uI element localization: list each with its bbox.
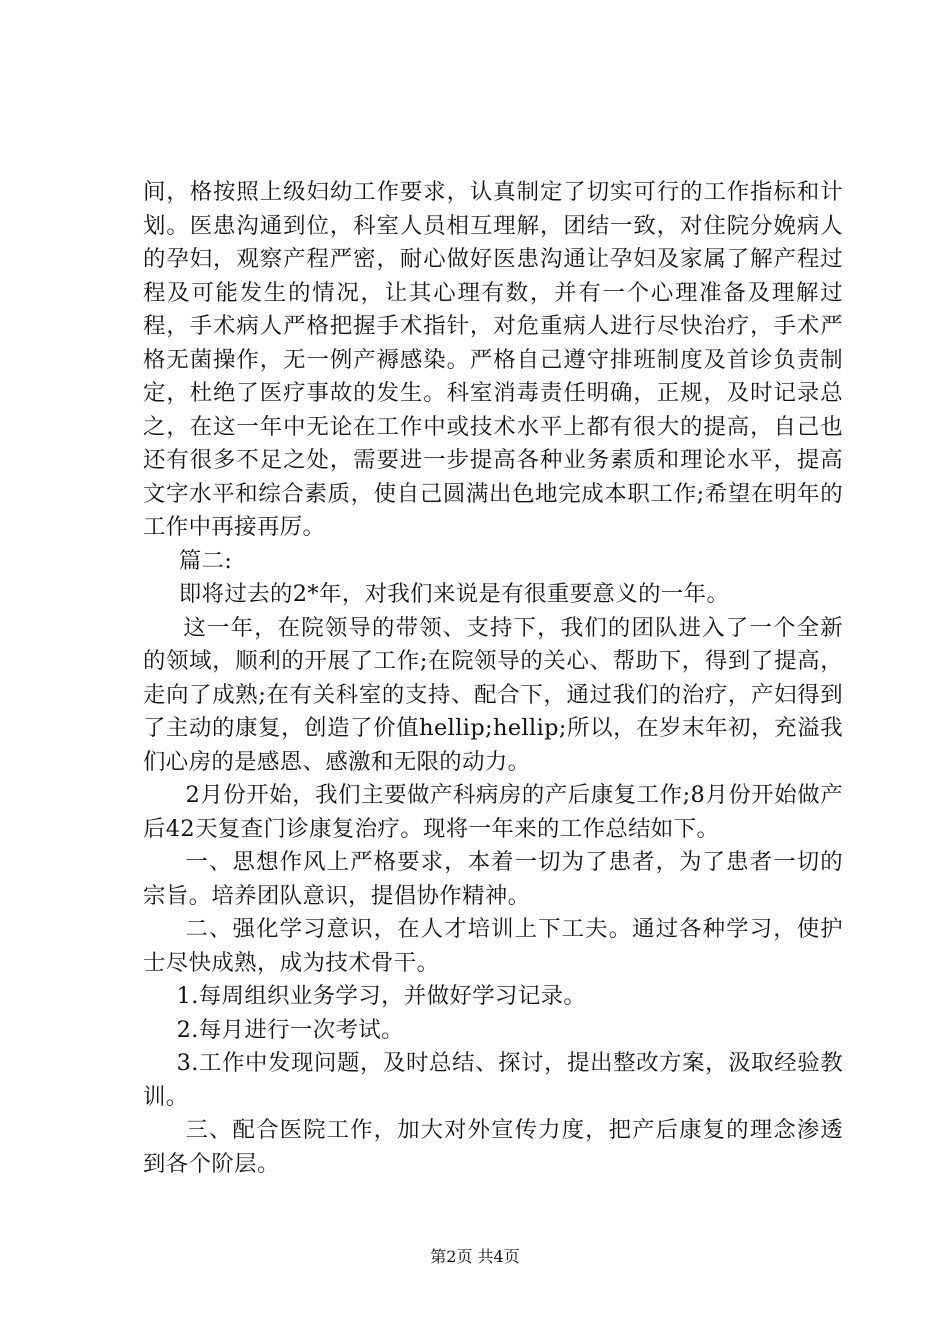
page-footer: 第2页 共4页	[430, 1247, 520, 1266]
list-item-2: 2.每月进行一次考试。	[176, 1016, 404, 1043]
document-body	[143, 176, 843, 1181]
paragraph-schedule: 2月份开始，我们主要做产科病房的产后康复工作;8月份开始做产后42天复查门诊康复治疗。现将一年来的工作总结如下。	[143, 782, 843, 842]
paragraph-point-three: 三、配合医院工作，加大对外宣传力度，把产后康复的理念渗透到各个阶层。	[143, 1117, 843, 1177]
list-item-3: 3.工作中发现问题，及时总结、探讨，提出整改方案，汲取经验教训。	[143, 1050, 843, 1110]
paragraph-point-two: 二、强化学习意识，在人才培训上下工夫。通过各种学习，使护士尽快成熟，成为技术骨干。	[143, 916, 843, 976]
paragraph-continuation: 间，格按照上级妇幼工作要求，认真制定了切实可行的工作指标和计划。医患沟通到位，科室人员相互理解，团结一致，对住院分娩病人的孕妇，观察产程严密，耐心做好医患沟通让孕妇及家属了解产程过程及可能发生的情况，让其心理有数，并有一个心理准备及理解过程，手术病人严格把握手术指针，对危重病人进行尽快治疗，手术严格无菌操作，无一例产褥感染。严格自己遵守排班制度及首诊负责制定，杜绝了医疗事故的发生。科室消毒责任明确，正规，及时记录总之，在这一年中无论在工作中或技术水平上都有很大的提高，自己也还有很多不足之处，需要进一步提高各种业务素质和理论水平，提高文字水平和综合素质，使自己圆满出色地完成本职工作;希望在明年的工作中再接再厉。	[143, 179, 843, 540]
paragraph-intro: 即将过去的2*年，对我们来说是有很重要意义的一年。	[178, 581, 730, 607]
section-heading: 篇二:	[178, 547, 233, 574]
paragraph-point-one: 一、思想作风上严格要求，本着一切为了患者，为了患者一切的宗旨。培养团队意识，提倡协作精神。	[143, 849, 843, 909]
paragraph-year-review: 这一年，在院领导的带领、支持下，我们的团队进入了一个全新的领域，顺利的开展了工作;在院领导的关心、帮助下，得到了提高，走向了成熟;在有关科室的支持、配合下，通过我们的治疗，产妇得到了主动的康复，创造了价值hellip;hellip;所以，在岁末年初，充溢我们心房的是感恩、感激和无限的动力。	[143, 614, 843, 775]
list-item-1: 1.每周组织业务学习，并做好学习记录。	[176, 983, 587, 1009]
